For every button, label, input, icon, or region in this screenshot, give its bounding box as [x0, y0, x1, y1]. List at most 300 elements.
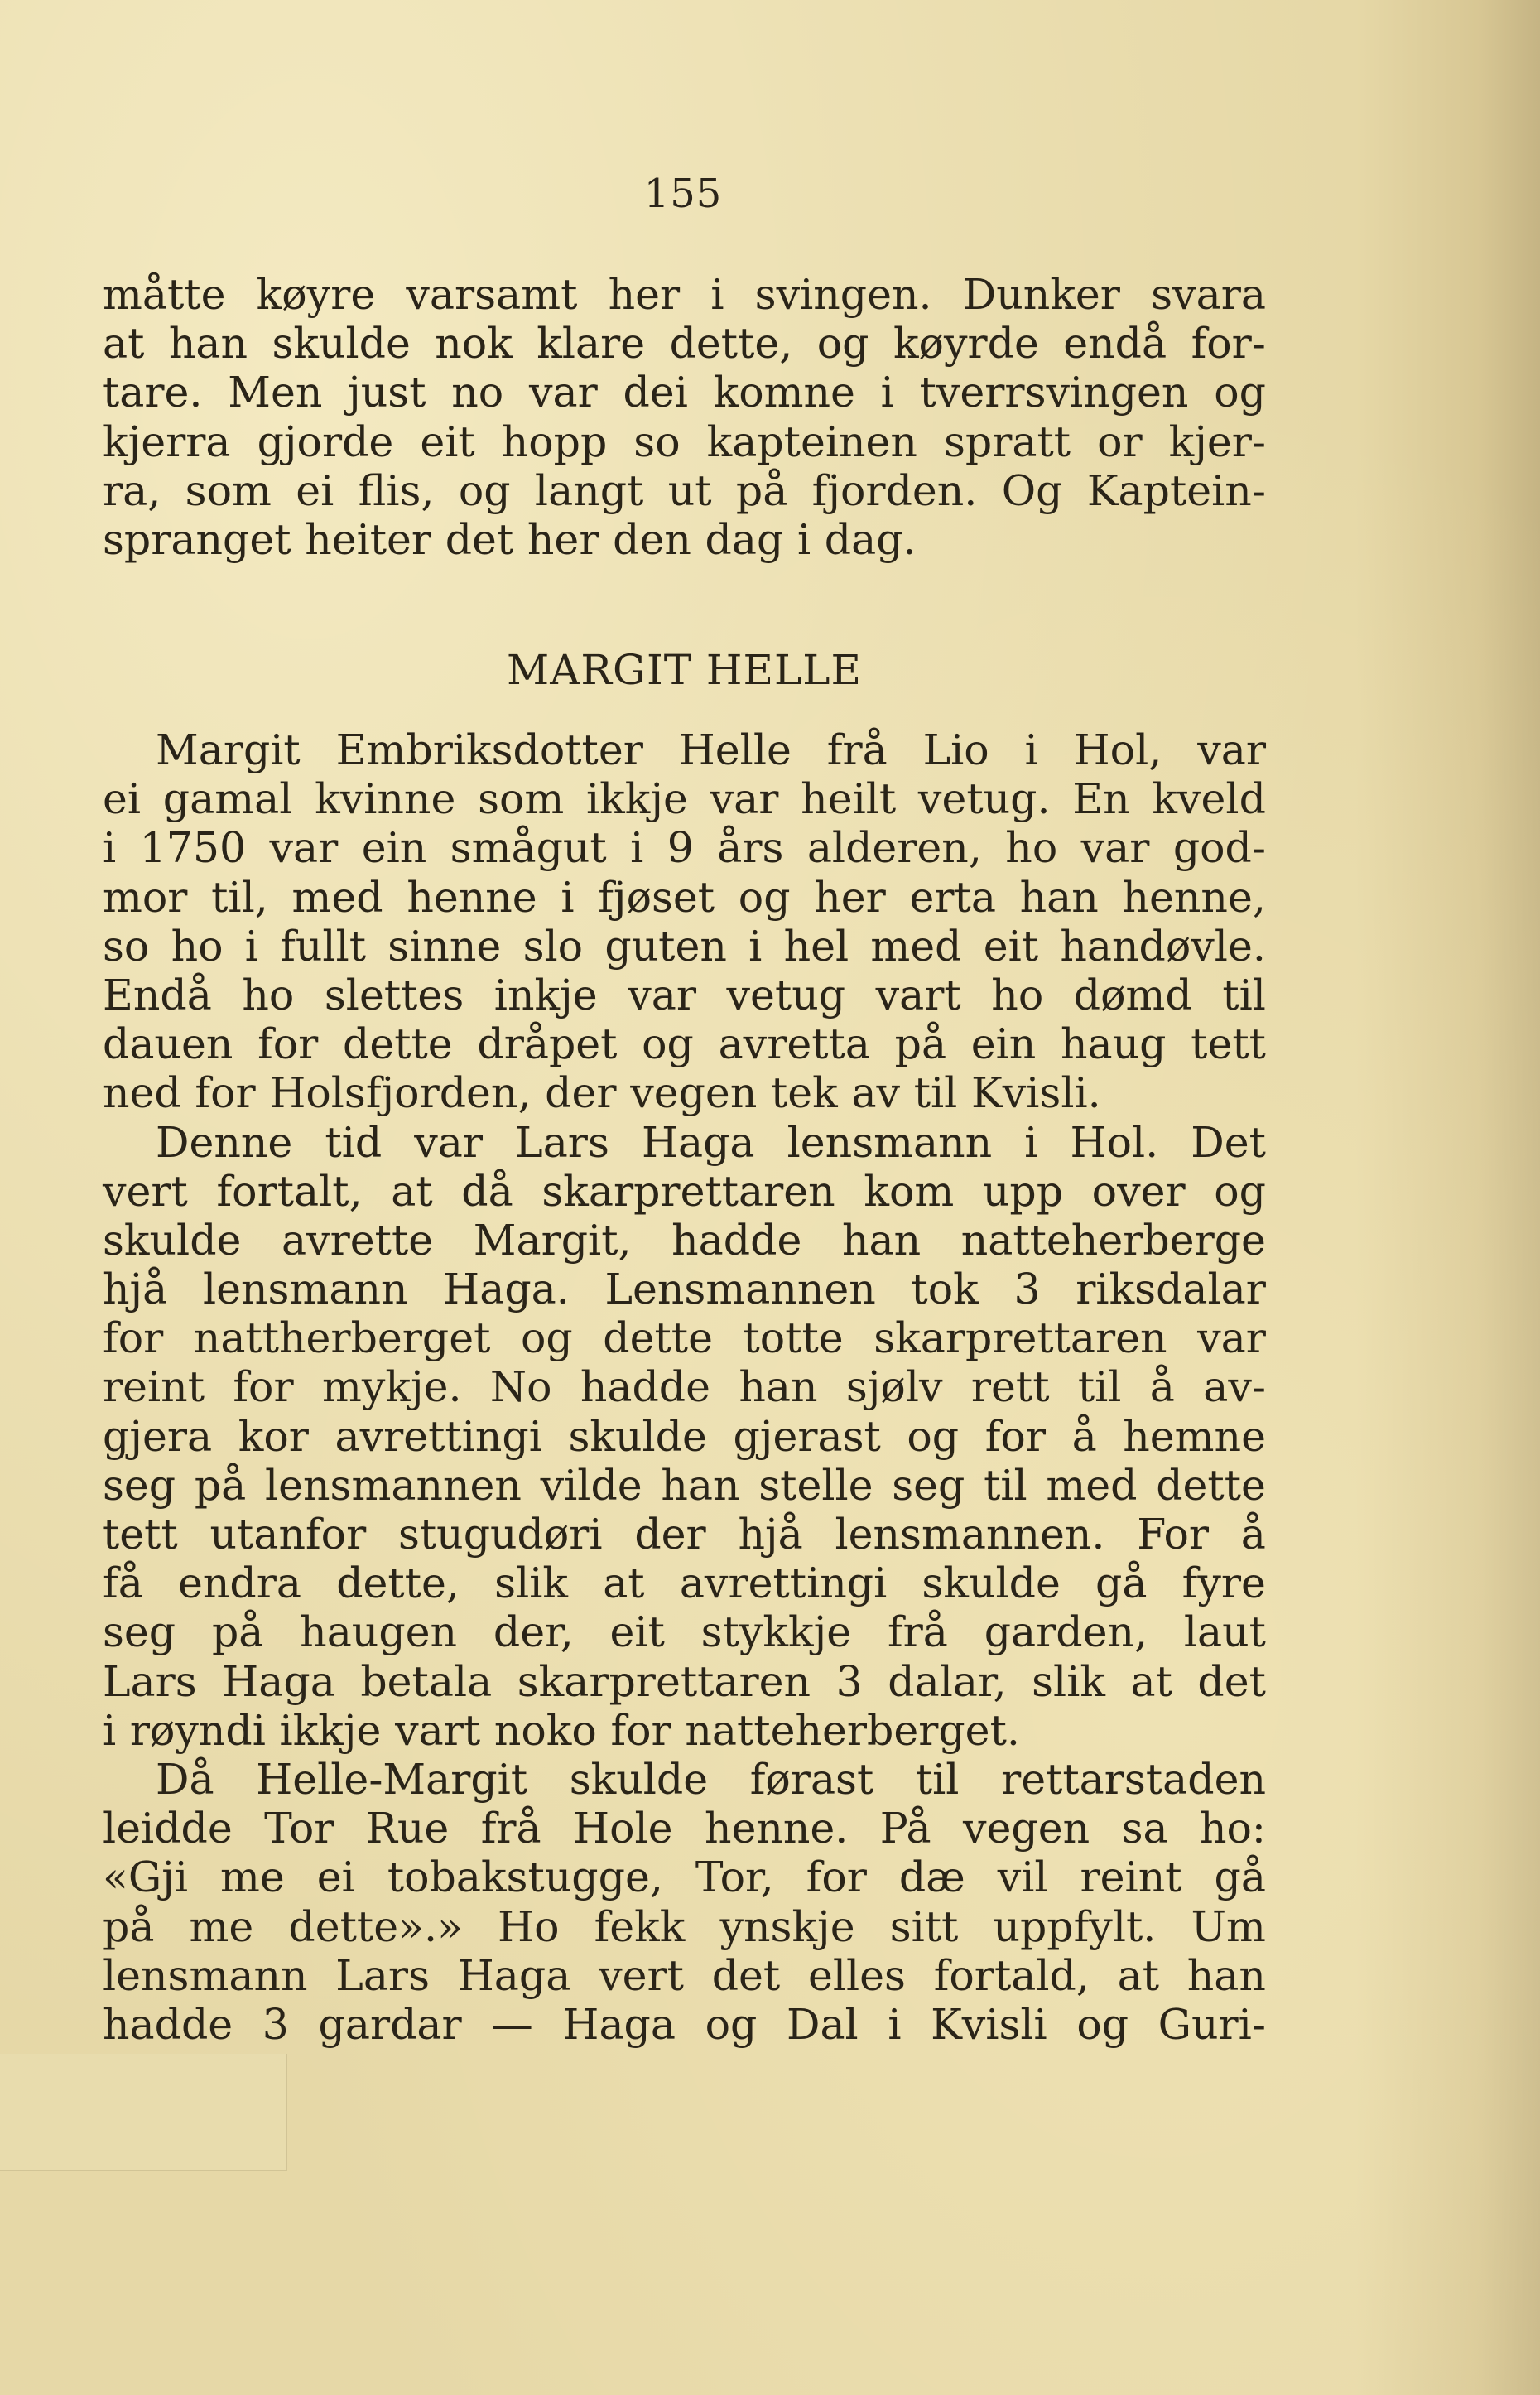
text-line — [103, 1951, 1266, 2000]
word: svingen. — [754, 270, 932, 319]
word: Haga — [562, 1999, 676, 2049]
word: leidde — [103, 1804, 233, 1853]
word: 9 — [667, 823, 694, 873]
word: kor — [238, 1411, 309, 1461]
word: nattherberget — [193, 1313, 491, 1363]
word: 3 — [835, 1656, 863, 1706]
word: gjorde — [257, 417, 394, 466]
word: Helle-Margit — [256, 1754, 528, 1804]
word: fullt — [280, 921, 367, 971]
word: nok — [435, 319, 513, 369]
word: å — [1071, 1411, 1097, 1461]
word: her — [814, 872, 886, 922]
word: køyrde — [893, 319, 1039, 369]
word: kom — [864, 1166, 955, 1216]
word: sjølv — [845, 1362, 943, 1412]
text-line — [103, 823, 1266, 872]
word: Lars — [515, 1117, 609, 1167]
word: lensmann — [787, 1117, 993, 1167]
word: mor — [103, 872, 188, 922]
text-line — [103, 1559, 1266, 1607]
word: kjerra — [103, 417, 231, 466]
word: hjå — [738, 1510, 803, 1559]
word: det — [711, 1950, 781, 2000]
word: for — [103, 1313, 164, 1363]
word: dag — [705, 514, 784, 564]
word: han — [1186, 1950, 1266, 2000]
text-line — [103, 1216, 1266, 1265]
word: sitt — [889, 1901, 959, 1951]
word: og — [705, 1999, 758, 2049]
word: og — [816, 319, 869, 369]
word: seg — [103, 1607, 176, 1657]
word: stykkje — [700, 1607, 852, 1657]
word: frå — [887, 1607, 948, 1657]
text-line — [103, 1657, 1266, 1706]
word: på — [894, 1019, 947, 1069]
word: tett — [1191, 1019, 1266, 1069]
word: kapteinen — [706, 417, 917, 466]
word: slo — [522, 921, 584, 971]
word: han — [168, 319, 248, 369]
word: at — [603, 1559, 645, 1608]
word: ynskje — [719, 1901, 855, 1951]
word: 1750 — [139, 823, 247, 873]
word: ra, — [103, 465, 161, 515]
word: noko — [493, 1705, 597, 1755]
word: utanfor — [209, 1510, 367, 1559]
word: ned — [103, 1068, 181, 1118]
word: dette, — [336, 1559, 460, 1608]
word: eit — [420, 417, 475, 466]
word: vilde — [540, 1460, 642, 1510]
word: tett — [103, 1510, 178, 1559]
word: sa — [1121, 1804, 1168, 1853]
word: Endå — [103, 970, 212, 1019]
word: tok — [911, 1265, 979, 1314]
text-line — [103, 1167, 1266, 1216]
word: i — [748, 921, 763, 971]
text-line — [103, 774, 1266, 823]
text-line — [103, 1853, 1266, 1901]
word: på — [194, 1460, 247, 1510]
word: han — [739, 1362, 818, 1412]
text-line — [103, 1461, 1266, 1510]
word: avretta — [718, 1019, 870, 1069]
text-line — [103, 270, 1266, 319]
word: til — [984, 1460, 1027, 1510]
word: Kvisli. — [971, 1068, 1101, 1118]
word: alderen, — [806, 823, 982, 873]
word: Guri- — [1157, 1999, 1266, 2049]
word: flis, — [358, 465, 435, 515]
word: til — [1222, 970, 1266, 1019]
word: over — [1091, 1166, 1186, 1216]
word: skulde — [103, 1215, 242, 1265]
word: at — [1130, 1656, 1172, 1706]
word: Haga — [457, 1950, 571, 2000]
word: dæ — [898, 1853, 965, 1902]
word: og — [1214, 1166, 1266, 1216]
word: gå — [1095, 1559, 1148, 1608]
word: Holsfjorden, — [269, 1068, 532, 1118]
word: slik — [494, 1559, 568, 1608]
word: var — [414, 1117, 484, 1167]
word: me — [189, 1901, 254, 1951]
word: stugudøri — [397, 1510, 603, 1559]
word: dette — [343, 1019, 453, 1069]
word: På — [879, 1804, 931, 1853]
word: Då — [156, 1754, 214, 1804]
word: der — [545, 1068, 617, 1118]
word: avrettingi — [679, 1559, 888, 1608]
word: frå — [826, 725, 888, 774]
text-line — [103, 368, 1266, 417]
word: hadde — [671, 1215, 802, 1265]
word: No — [489, 1362, 552, 1412]
word: dei — [623, 368, 688, 417]
word: vert — [103, 1166, 188, 1216]
word: Lensmannen — [604, 1265, 876, 1314]
word: ho — [171, 921, 224, 971]
word: god- — [1172, 823, 1266, 873]
word: dråpet — [477, 1019, 618, 1069]
word: En — [1072, 774, 1130, 824]
word: rett — [970, 1362, 1050, 1412]
word: gamal — [162, 774, 293, 824]
word: til — [915, 1754, 960, 1804]
word: som — [478, 774, 565, 824]
word: lensmannen — [264, 1460, 522, 1510]
word: ei — [103, 774, 142, 824]
word: ein — [970, 1019, 1037, 1069]
word: fyre — [1181, 1559, 1266, 1608]
word: «Gji — [103, 1853, 189, 1902]
text-line — [103, 1510, 1266, 1559]
word: skarprettaren — [541, 1166, 835, 1216]
word: frå — [480, 1804, 541, 1853]
word: reint — [103, 1362, 205, 1412]
word: og — [738, 872, 791, 922]
word: og — [458, 465, 511, 515]
word: i — [880, 368, 894, 417]
word: det — [1197, 1656, 1266, 1706]
text-line — [103, 1362, 1266, 1411]
word: smågut — [450, 823, 607, 873]
word: for — [233, 1362, 294, 1412]
word: den — [613, 514, 691, 564]
word: og — [1214, 368, 1266, 417]
word: han — [1019, 872, 1099, 922]
word: me — [220, 1853, 285, 1902]
word: og — [520, 1313, 573, 1363]
word: i — [1024, 1117, 1038, 1167]
word: skulde — [569, 1754, 709, 1804]
word: avrettingi — [334, 1411, 542, 1461]
word: Helle — [678, 725, 792, 774]
word: fjøset — [598, 872, 715, 922]
word: til — [1077, 1362, 1122, 1412]
word: henne. — [704, 1804, 849, 1853]
word: ei — [296, 465, 334, 515]
word: laut — [1183, 1607, 1266, 1657]
word: tverrsvingen — [919, 368, 1189, 417]
paper-mark — [0, 2054, 287, 2171]
word: års — [717, 823, 784, 873]
word: heilt — [801, 774, 897, 824]
word: ho: — [1200, 1804, 1266, 1853]
word: 3 — [262, 1999, 289, 2049]
word: lensmann — [103, 1950, 308, 2000]
word: vart — [395, 1705, 481, 1755]
word: Lars — [335, 1950, 430, 2000]
word: i — [630, 823, 644, 873]
text-line — [103, 1313, 1266, 1362]
word: der, — [493, 1607, 574, 1657]
word: fjorden. — [811, 465, 978, 515]
word: kjer- — [1168, 417, 1266, 466]
word: dømd — [1073, 970, 1192, 1019]
word: dette, — [669, 319, 793, 369]
word: at — [103, 319, 145, 369]
word: guten — [604, 921, 727, 971]
word: dette — [1156, 1460, 1266, 1510]
word: betala — [360, 1656, 493, 1706]
word: — — [491, 1999, 533, 2049]
word: han — [841, 1215, 922, 1265]
word: ei — [316, 1853, 355, 1902]
word: med — [1046, 1460, 1138, 1510]
word: svara — [1151, 270, 1266, 319]
text-line — [103, 922, 1266, 971]
word: Ho — [498, 1901, 560, 1951]
word: hel — [783, 921, 849, 971]
word: og — [1076, 1999, 1129, 2049]
word: på — [103, 1901, 155, 1951]
word: reint — [1080, 1853, 1182, 1902]
word: gjerast — [733, 1411, 881, 1461]
word: her — [527, 514, 599, 564]
word: stelle — [758, 1460, 873, 1510]
word: eit — [609, 1607, 665, 1657]
word: uppfylt. — [993, 1901, 1157, 1951]
word: ein — [361, 823, 427, 873]
word: for — [984, 1411, 1046, 1461]
word: av- — [1203, 1362, 1266, 1412]
word: Dal — [786, 1999, 859, 2049]
word: dette».» — [288, 1901, 463, 1951]
word: gjera — [103, 1411, 213, 1461]
word: Haga. — [443, 1265, 570, 1314]
word: garden, — [984, 1607, 1148, 1657]
word: å — [1149, 1362, 1175, 1412]
word: var — [528, 368, 598, 417]
word: ikkje — [279, 1705, 382, 1755]
word: i — [103, 1705, 117, 1755]
text-line — [103, 1118, 1266, 1167]
word: Denne — [156, 1117, 293, 1167]
text-line — [103, 2000, 1266, 2049]
word: for — [806, 1853, 867, 1902]
word: hadde — [103, 1999, 233, 2049]
word: gardar — [318, 1999, 462, 2049]
word: dalar, — [888, 1656, 1007, 1706]
word: fortalt, — [216, 1166, 363, 1216]
word: upp — [982, 1166, 1064, 1216]
word: til — [913, 1068, 958, 1118]
word: Lio — [922, 725, 989, 774]
word: lensmannen. — [835, 1510, 1105, 1559]
word: og — [907, 1411, 960, 1461]
word: for- — [1191, 319, 1266, 369]
word: vegen — [963, 1804, 1090, 1853]
word: tobakstugge, — [387, 1853, 663, 1902]
word: skarprettaren — [873, 1313, 1167, 1363]
word: avrette — [282, 1215, 434, 1265]
word: i — [103, 823, 117, 873]
word: der — [634, 1510, 706, 1559]
text-line — [103, 1068, 1266, 1117]
word: ho — [991, 970, 1044, 1019]
text-line — [103, 515, 1266, 564]
word: Haga — [641, 1117, 755, 1167]
text-line — [103, 971, 1266, 1019]
word: i — [244, 921, 258, 971]
word: komne — [713, 368, 855, 417]
word: og — [642, 1019, 694, 1069]
text-line — [103, 319, 1266, 368]
text-line — [103, 1804, 1266, 1853]
word: slik — [1032, 1656, 1105, 1706]
word: skulde — [272, 319, 411, 369]
word: tare. — [103, 368, 203, 417]
word: Rue — [365, 1804, 450, 1853]
word: ikkje — [586, 774, 688, 824]
word: for — [610, 1705, 671, 1755]
word: Tor, — [695, 1853, 774, 1902]
word: langt — [534, 465, 644, 515]
word: Haga — [222, 1656, 335, 1706]
word: var — [269, 823, 339, 873]
word: seg — [103, 1460, 176, 1510]
word: skarprettaren — [517, 1656, 811, 1706]
text-line — [103, 1607, 1266, 1656]
word: i — [796, 514, 811, 564]
word: fortald, — [933, 1950, 1090, 2000]
word: natteherberget. — [685, 1705, 1020, 1755]
word: vil — [997, 1853, 1048, 1902]
word: so — [103, 921, 150, 971]
word: vart — [875, 970, 961, 1019]
word: Um — [1191, 1901, 1266, 1951]
word: hadde — [580, 1362, 711, 1412]
word: natteherberge — [960, 1215, 1266, 1265]
word: skulde — [922, 1559, 1061, 1608]
word: få — [103, 1559, 143, 1608]
word: Margit — [156, 725, 301, 774]
word: spratt — [943, 417, 1071, 466]
word: mykje. — [321, 1362, 462, 1412]
word: Lars — [103, 1656, 197, 1706]
word: for — [257, 1019, 319, 1069]
word: henne, — [1122, 872, 1266, 922]
word: var — [1197, 725, 1266, 774]
word: totte — [743, 1313, 844, 1363]
word: i — [1024, 725, 1038, 774]
word: hemne — [1123, 1411, 1266, 1461]
word: endra — [178, 1559, 302, 1608]
word: ho — [1005, 823, 1058, 873]
word: kveld — [1152, 774, 1266, 824]
word: i — [710, 270, 724, 319]
word: Dunker — [962, 270, 1120, 319]
word: or — [1097, 417, 1143, 466]
word: 3 — [1013, 1265, 1041, 1314]
word: riksdalar — [1076, 1265, 1266, 1314]
word: då — [461, 1166, 513, 1216]
word: haug — [1061, 1019, 1167, 1069]
word: av — [851, 1068, 901, 1118]
word: dette — [603, 1313, 713, 1363]
word: som — [185, 465, 272, 515]
word: vetug. — [917, 774, 1051, 824]
word: ho — [242, 970, 295, 1019]
word: haugen — [300, 1607, 458, 1657]
word: kvinne — [315, 774, 456, 824]
word: å — [1240, 1510, 1266, 1559]
word: at — [391, 1166, 433, 1216]
word: til, — [211, 872, 268, 922]
word: var — [1197, 1313, 1266, 1363]
word: Hole — [573, 1804, 673, 1853]
word: måtte — [103, 270, 226, 319]
word: heiter — [305, 514, 432, 564]
word: endå — [1063, 319, 1167, 369]
word: var — [1080, 823, 1150, 873]
word: her — [608, 270, 681, 319]
word: i — [888, 1999, 902, 2049]
text-line — [103, 1902, 1266, 1951]
word: hopp — [501, 417, 608, 466]
text-line — [103, 466, 1266, 515]
word: Kaptein- — [1086, 465, 1266, 515]
word: seg — [892, 1460, 965, 1510]
text-line — [103, 417, 1266, 466]
page-number: 155 — [643, 171, 723, 217]
word: erta — [909, 872, 996, 922]
word: handøvle. — [1060, 921, 1266, 971]
section-margit-helle-body — [103, 725, 1266, 2049]
word: just — [348, 368, 426, 417]
word: vetug — [726, 970, 846, 1019]
word: ut — [667, 465, 712, 515]
word: so — [633, 417, 681, 466]
word: Kvisli — [931, 1999, 1047, 2049]
word: For — [1137, 1510, 1210, 1559]
word: Hol. — [1070, 1117, 1159, 1167]
text-line — [103, 1265, 1266, 1313]
word: varsamt — [406, 270, 578, 319]
word: slettes — [324, 970, 464, 1019]
section-heading — [103, 646, 1266, 695]
word: vert — [599, 1950, 684, 2000]
word: Embriksdotter — [335, 725, 643, 774]
word: vegen — [630, 1068, 758, 1118]
word: det — [445, 514, 514, 564]
text-line — [103, 873, 1266, 922]
word: Margit, — [473, 1215, 632, 1265]
word: rettarstaden — [1001, 1754, 1266, 1804]
